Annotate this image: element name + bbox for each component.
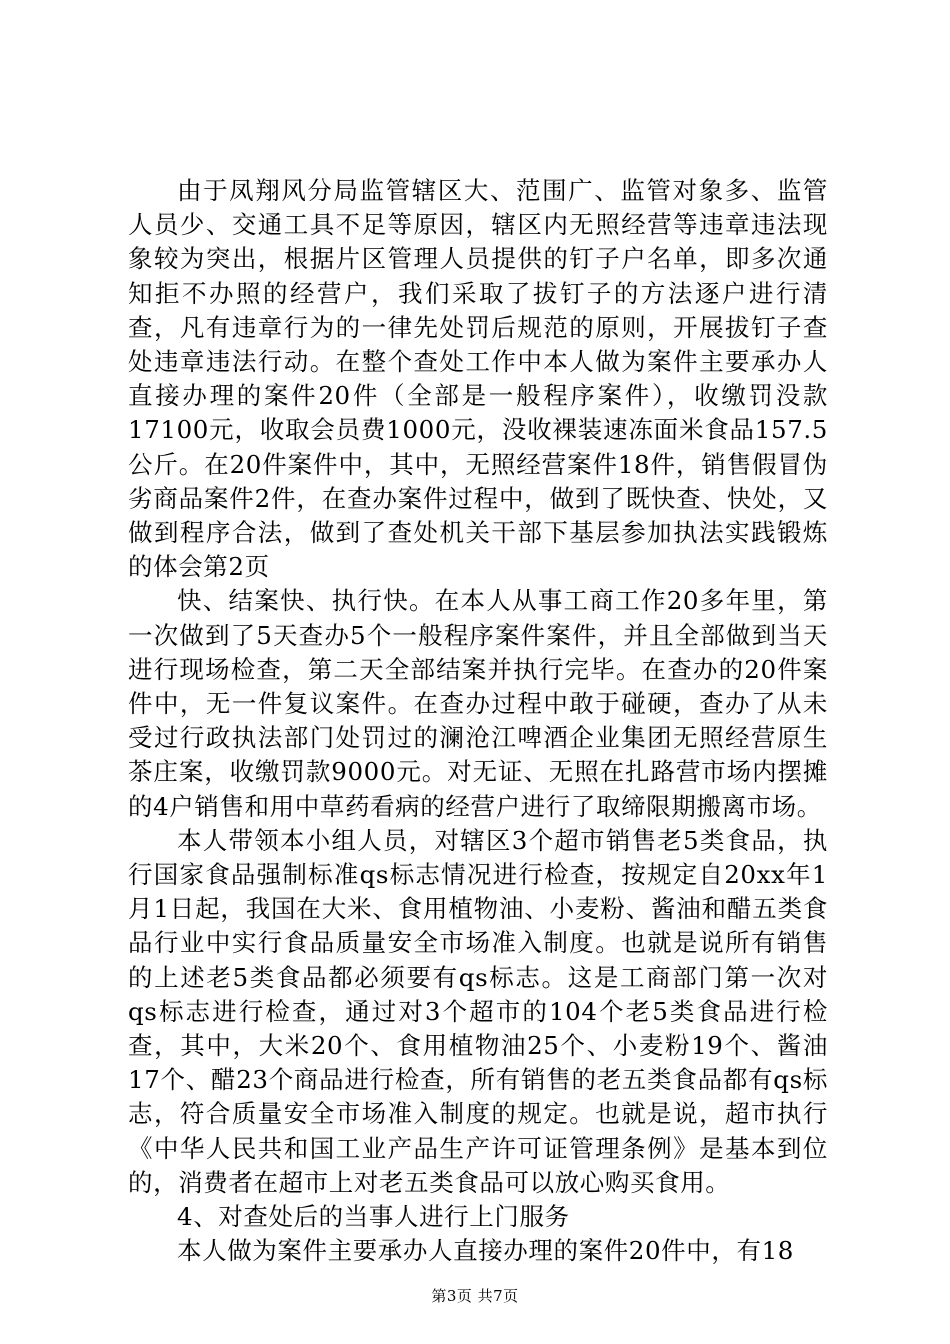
paragraph-supermarket-inspection: 本人带领本小组人员，对辖区3个超市销售老5类食品，执行国家食品强制标准qs标志情况进行检查，按规定自20xx年1月1日起，我国在大米、食用植物油、小麦粉、酱油和醋五类食品行业中实行食品质量安全市场准入制度。也就是说所有销售的上述老5类食品都必须要有qs标志。这是工商部门第一次对qs标志进行检查，通过对3个超市的104个老5类食品进行检查，其中，大米20个、食用植物油25个、小麦粉19个、酱油17个、醋23个商品进行检查，所有销售的老五类食品都有qs标志，符合质量安全市场准入制度的规定。也就是说，超市执行《中华人民共和国工业产品生产许可证管理条例》是基本到位的，消费者在超市上对老五类食品可以放心购买食用。	[128, 825, 828, 1197]
document-body	[128, 174, 828, 1269]
section-heading-door-service: 4、对查处后的当事人进行上门服务	[177, 1202, 570, 1232]
page-footer: 第3页 共7页	[431, 1287, 519, 1305]
paragraph-case-handling: 由于凤翔风分局监管辖区大、范围广、监管对象多、监管人员少、交通工具不足等原因，辖区内无照经营等违章违法现象较为突出，根据片区管理人员提供的钉子户名单，即多次通知拒不办照的经营户，我们采取了拔钉子的方法逐户进行清查，凡有违章行为的一律先处罚后规范的原则，开展拔钉子查处违章违法行动。在整个查处工作中本人做为案件主要承办人直接办理的案件20件（全部是一般程序案件），收缴罚没款17100元，收取会员费1000元，没收裸装速冻面米食品157.5公斤。在20件案件中，其中，无照经营案件18件，销售假冒伪劣商品案件2件，在查办案件过程中，做到了既快查、快处，又做到程序合法，做到了查处机关干部下基层参加执法实践锻炼的体会第2页	[128, 176, 828, 582]
paragraph-case-results: 快、结案快、执行快。在本人从事工商工作20多年里，第一次做到了5天查办5个一般程序案件案件，并且全部做到当天进行现场检查，第二天全部结案并执行完毕。在查办的20件案件中，无一件复议案件。在查办过程中敢于碰硬，查办了从未受过行政执法部门处罚过的澜沧江啤酒企业集团无照经营原生茶庄案，收缴罚款9000元。对无证、无照在扎路营市场内摆摊的4户销售和用中草药看病的经营户进行了取缔限期搬离市场。	[128, 586, 828, 821]
paragraph-door-service: 本人做为案件主要承办人直接办理的案件20件中，有18	[177, 1236, 794, 1266]
